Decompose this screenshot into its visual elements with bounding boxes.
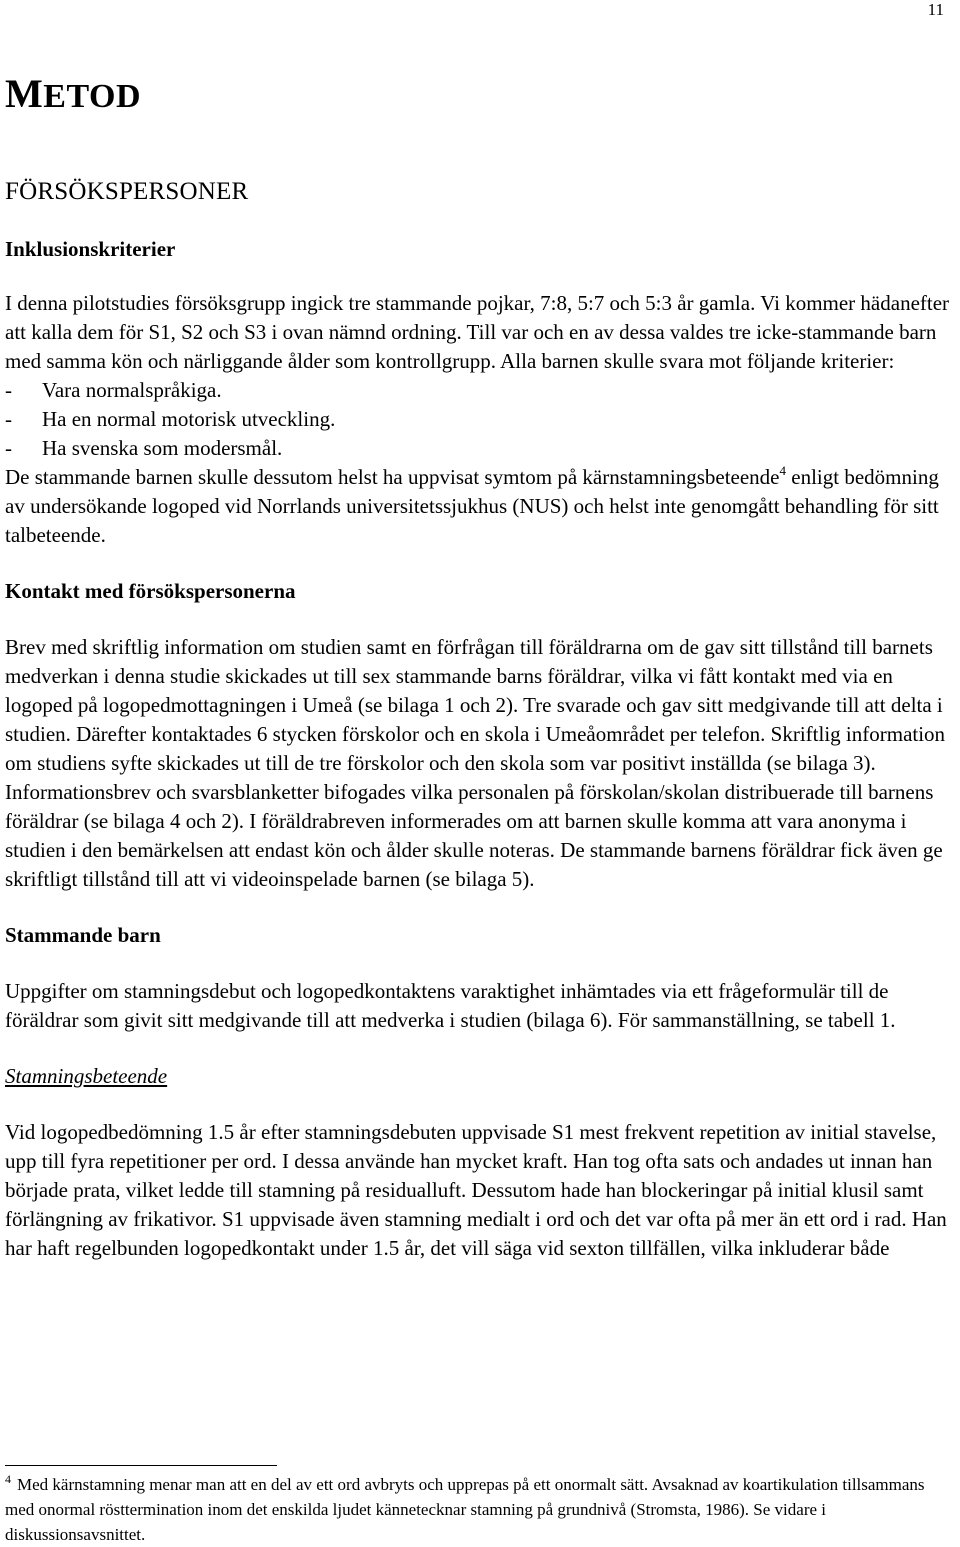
inclusion-intro-paragraph: I denna pilotstudies försöksgrupp ingick tre stammande pojkar, 7:8, 5:7 och 5:3 år gamla. Vi kommer hädanefter att kalla dem för S1, S2 och S3 i ovan nämnd ordning. Till var och en av dessa valdes tre icke-stammande barn med samma kön och närliggande ålder som kontrollgrupp. Alla barnen skulle svara mot följande kriterier: bbox=[5, 291, 950, 373]
contact-paragraph: Brev med skriftlig information om studien samt en förfrågan till föräldrarna om de gav sitt tillstånd till barnets medverkan i denna studie skickades ut till sex stammande barns föräldrar, vilka vi fått kontakt med via en logoped på logopedmottagningen i Umeå (se bilaga 1 och 2). Tre svarade och gav sitt medgivande till att delta i studien. Därefter kontaktades 6 stycken förskolor och en skola i Umeåområdet per telefon. Skriftlig information om studiens syfte skickades ut till de tre förskolor och den skola som var positivt inställda (se bilaga 3). Informationsbrev och svarsblanketter bifogades vilka personalen på förskolan/skolan distribuerade till barnens föräldrar (se bilaga 4 och 2). I föräldrabreven informerades om att barnen skulle komma att vara anonyma i studien i den bemärkelsen att endast kön och ålder skulle noteras. De stammande barnens föräldrar fick även ge skriftligt tillstånd till att vi videoinspelade barnen (se bilaga 5). bbox=[5, 635, 946, 891]
criteria-list bbox=[5, 376, 957, 463]
inclusion-criteria-heading: Inklusionskriterier bbox=[5, 237, 176, 261]
criteria-item: - Ha en normal motorisk utveckling. bbox=[5, 405, 957, 434]
stuttering-behavior-paragraph: Vid logopedbedömning 1.5 år efter stamningsdebuten uppvisade S1 mest frekvent repetition av initial stavelse, upp till fyra repetitioner per ord. I dessa använde han mycket kraft. Han tog ofta sats och andades ut innan han började prata, vilket ledde till stamning på residualluft. Dessutom hade han blockeringar på initial klusil samt förlängning av frikativor. S1 uppvisade även stamning medialt i ord och det var ofta på mer än ett ord i rad. Han har haft regelbunden logopedkontakt under 1.5 år, det vill säga vid sexton tillfällen, vilka inkluderar både bbox=[5, 1120, 947, 1260]
followup-text-end: enligt bedömning av undersökande logoped vid Norrlands universitetssjukhus (NUS) och helst inte genomgått behandling för sitt talbeteende. bbox=[5, 465, 939, 547]
followup-text-start: De stammande barnen skulle dessutom helst ha uppvisat symtom på kärnstamningsbeteende bbox=[5, 465, 780, 489]
page-content bbox=[5, 70, 957, 1263]
stuttering-children-heading: Stammande barn bbox=[5, 923, 161, 947]
footnote-text: Med kärnstamning menar man att en del av ett ord avbryts och upprepas på ett onormalt sätt. Avsaknad av koartikulation tillsammans med onormal rösttermination inom det enskilda ljudet kännetecknar stamning på grundnivå (Stromsta, 1986). Se vidare i diskussionsavsnittet. bbox=[5, 1475, 925, 1544]
footnote-divider bbox=[5, 1465, 277, 1466]
criteria-item: - Ha svenska som modersmål. bbox=[5, 434, 957, 463]
criteria-item: - Vara normalspråkiga. bbox=[5, 376, 957, 405]
footnote bbox=[5, 1472, 955, 1547]
footnote-reference[interactable]: 4 bbox=[779, 463, 786, 478]
chapter-title-rest: ETOD bbox=[43, 78, 142, 115]
inclusion-followup-paragraph bbox=[5, 463, 957, 550]
chapter-title-initial: M bbox=[5, 71, 44, 116]
chapter-title bbox=[5, 70, 957, 121]
stuttering-behavior-heading: Stamningsbeteende bbox=[5, 1064, 168, 1088]
page-number: 11 bbox=[927, 0, 944, 19]
stuttering-children-paragraph: Uppgifter om stamningsdebut och logopedkontaktens varaktighet inhämtades via ett frågeformulär till de föräldrar som givit sitt medgivande till att medverka i studien (bilaga 6). För sammanställning, se tabell 1. bbox=[5, 979, 896, 1032]
contact-heading: Kontakt med försökspersonerna bbox=[5, 579, 296, 603]
section-title: FÖRSÖKSPERSONER bbox=[5, 178, 249, 205]
footnote-marker: 4 bbox=[5, 1472, 11, 1486]
